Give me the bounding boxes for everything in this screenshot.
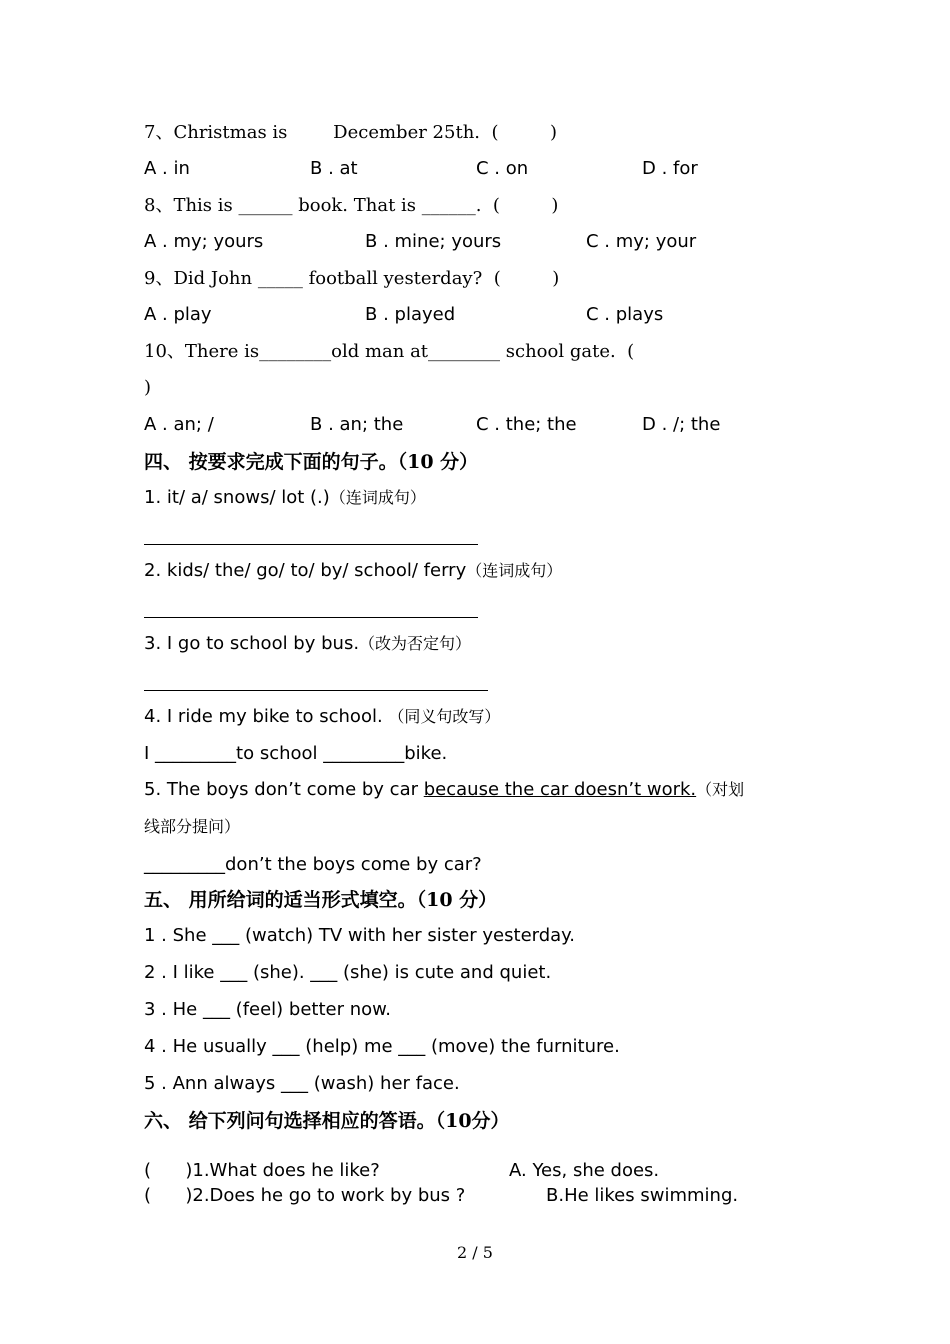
question-10-stem: 10、There is________old man at________ school gate. ( bbox=[144, 341, 635, 362]
option-a: A . my; yours bbox=[144, 231, 264, 252]
option-a: A . in bbox=[144, 158, 190, 179]
s6-question-1[interactable]: ( )1.What does he like? bbox=[144, 1160, 380, 1181]
question-8-stem: 8、This is ______ book. That is ______. ( ) bbox=[144, 195, 559, 216]
option-c: C . plays bbox=[586, 304, 664, 325]
option-c: C . my; your bbox=[586, 231, 697, 252]
question-9-stem: 9、Did John _____ football yesterday? ( ) bbox=[144, 268, 560, 289]
answer-line-1[interactable] bbox=[144, 544, 478, 545]
s4-item-5-note: （对划 bbox=[696, 780, 745, 799]
s4-item-2 bbox=[144, 559, 562, 583]
s4-item-1-text: 1. it/ a/ snows/ lot (.) bbox=[144, 487, 330, 508]
s4-item-5 bbox=[144, 778, 744, 802]
option-d: D . for bbox=[642, 158, 698, 179]
s4-item-5-text: 5. The boys don’t come by car bbox=[144, 779, 424, 800]
s4-item-5-note-cont: 线部分提问） bbox=[144, 817, 241, 836]
option-c: C . on bbox=[476, 158, 529, 179]
s4-item-5-underlined: because the car doesn’t work. bbox=[423, 779, 697, 800]
s5-item-5[interactable]: 5 . Ann always ___ (wash) her face. bbox=[144, 1073, 460, 1094]
s6-question-2[interactable]: ( )2.Does he go to work by bus ? bbox=[144, 1185, 466, 1206]
section-4-title: 四、 按要求完成下面的句子。（10 分） bbox=[144, 451, 479, 473]
s4-item-4 bbox=[144, 705, 500, 729]
option-d: D . /; the bbox=[642, 414, 721, 435]
answer-line-2[interactable] bbox=[144, 617, 478, 618]
question-7-stem: 7、Christmas is December 25th. ( ) bbox=[144, 122, 557, 143]
s4-item-2-note: （连词成句） bbox=[466, 561, 563, 580]
s4-item-1-note: （连词成句） bbox=[329, 488, 426, 507]
s4-item-2-text: 2. kids/ the/ go/ to/ by/ school/ ferry bbox=[144, 560, 467, 581]
option-a: A . play bbox=[144, 304, 212, 325]
s5-item-3[interactable]: 3 . He ___ (feel) better now. bbox=[144, 999, 391, 1020]
answer-line-3[interactable] bbox=[144, 690, 488, 691]
s5-item-4[interactable]: 4 . He usually ___ (help) me ___ (move) the furniture. bbox=[144, 1036, 620, 1057]
option-b: B . an; the bbox=[310, 414, 404, 435]
s4-item-3-text: 3. I go to school by bus. bbox=[144, 633, 360, 654]
option-b: B . mine; yours bbox=[365, 231, 502, 252]
option-b: B . at bbox=[310, 158, 358, 179]
section-6-title: 六、 给下列问句选择相应的答语。（10分） bbox=[144, 1110, 510, 1132]
page-number: 2 / 5 bbox=[457, 1243, 493, 1262]
section-5-title: 五、 用所给词的适当形式填空。（10 分） bbox=[144, 889, 498, 911]
option-c: C . the; the bbox=[476, 414, 577, 435]
s4-item-3-note: （改为否定句） bbox=[359, 634, 472, 653]
s4-item-3 bbox=[144, 632, 471, 656]
s5-item-1[interactable]: 1 . She ___ (watch) TV with her sister yesterday. bbox=[144, 925, 575, 946]
option-b: B . played bbox=[365, 304, 456, 325]
s4-item-4-answer[interactable]: I _________to school _________bike. bbox=[144, 743, 448, 764]
s4-item-4-note: （同义句改写） bbox=[388, 707, 501, 726]
s6-answer-b: B.He likes swimming. bbox=[546, 1185, 739, 1206]
s4-item-1 bbox=[144, 486, 426, 510]
question-10-stem-cont: ) bbox=[144, 377, 152, 398]
s6-answer-a: A. Yes, she does. bbox=[509, 1160, 660, 1181]
s5-item-2[interactable]: 2 . I like ___ (she). ___ (she) is cute and quiet. bbox=[144, 962, 552, 983]
s4-item-5-answer[interactable]: _________don’t the boys come by car? bbox=[144, 854, 482, 875]
option-a: A . an; / bbox=[144, 414, 214, 435]
s4-item-4-text: 4. I ride my bike to school. bbox=[144, 706, 389, 727]
